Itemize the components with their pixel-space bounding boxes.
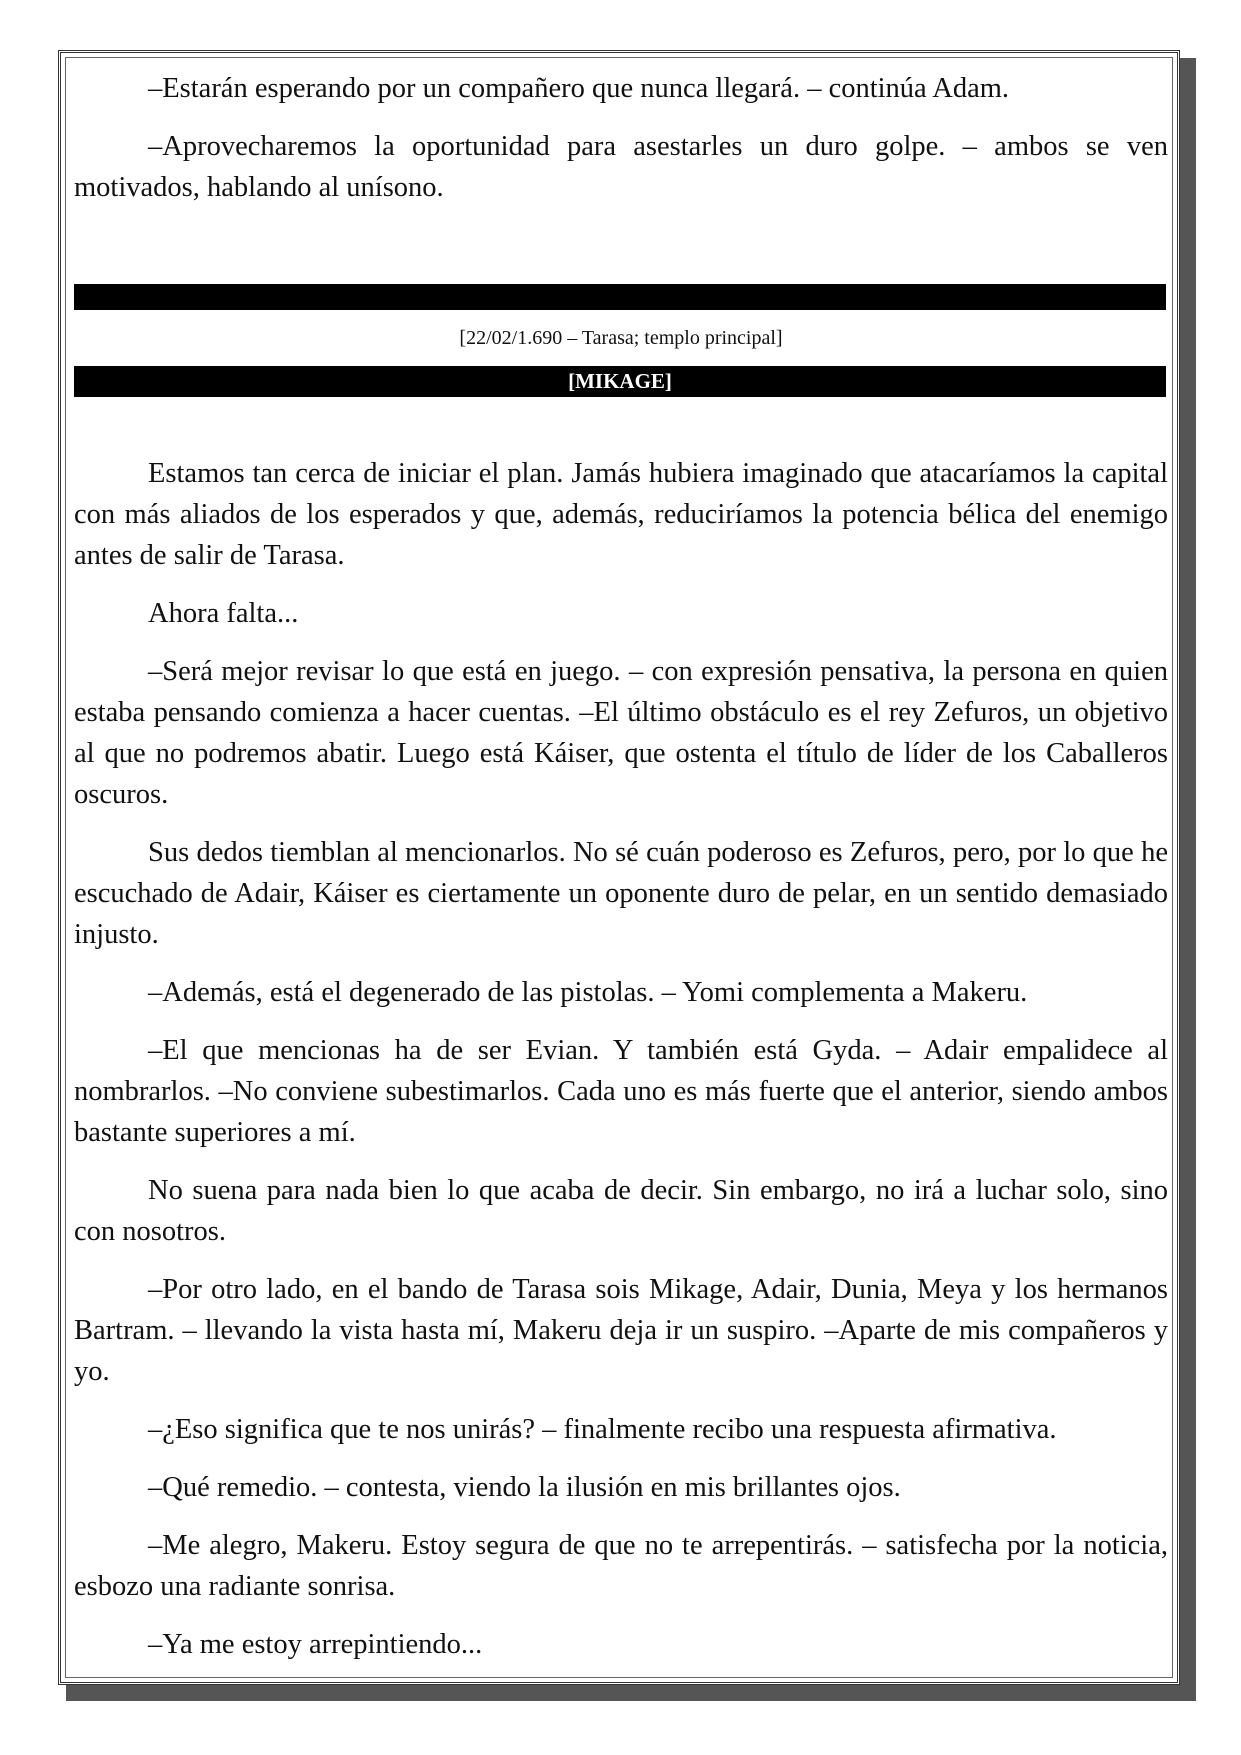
paragraph-5: –Además, está el degenerado de las pistolas. – Yomi complementa a Makeru. (148, 977, 1028, 1008)
paragraph-gap (74, 1013, 1168, 1030)
paragraph-gap (74, 1450, 1168, 1467)
paragraph-10: –Qué remedio. – contesta, viendo la ilusión en mis brillantes ojos. (148, 1472, 901, 1503)
paragraph-12: –Ya me estoy arrepintiendo... (148, 1629, 483, 1660)
paragraph-11: –Me alegro, Makeru. Estoy segura de que no te arrepentirás. – satisfecha por la noticia, esbozo una radiante sonrisa. (74, 1530, 1168, 1602)
paragraph-gap (74, 576, 1168, 593)
section-spacer (74, 397, 1168, 453)
page-content (74, 68, 1168, 1665)
paragraph-gap (74, 1153, 1168, 1170)
opening-paragraph-1: –Estarán esperando por un compañero que nunca llegará. – continúa Adam. (148, 73, 1010, 104)
paragraph-6: –El que mencionas ha de ser Evian. Y también está Gyda. – Adair empalidece al nombrarlos. –No conviene subestimarlos. Cada uno es más fuerte que el anterior, siendo ambos bastante superiores a mí. (74, 1035, 1168, 1148)
paragraph-7: No suena para nada bien lo que acaba de decir. Sin embargo, no irá a luchar solo, sino con nosotros. (74, 1175, 1168, 1247)
pov-character-bar: [MIKAGE] (74, 366, 1166, 397)
section-spacer (74, 208, 1168, 284)
paragraph-gap (74, 1607, 1168, 1624)
paragraph-gap (74, 634, 1168, 651)
paragraph-gap (74, 815, 1168, 832)
paragraph-gap (74, 955, 1168, 972)
paragraph-2: Ahora falta... (148, 598, 299, 629)
scene-date-location: [22/02/1.690 – Tarasa; templo principal] (459, 327, 783, 349)
paragraph-9: –¿Eso significa que te nos unirás? – finalmente recibo una respuesta afirmativa. (148, 1414, 1057, 1445)
paragraph-gap (74, 1392, 1168, 1409)
opening-paragraph-2: –Aprovecharemos la oportunidad para asestarles un duro golpe. – ambos se ven motivados, hablando al unísono. (74, 131, 1168, 203)
paragraph-1: Estamos tan cerca de iniciar el plan. Jamás hubiera imaginado que atacaríamos la capital con más aliados de los esperados y que, además, reduciríamos la potencia bélica del enemigo antes de salir de Tarasa. (74, 458, 1168, 571)
paragraph-gap (74, 109, 1168, 126)
paragraph-8: –Por otro lado, en el bando de Tarasa sois Mikage, Adair, Dunia, Meya y los hermanos Bartram. – llevando la vista hasta mí, Makeru deja ir un suspiro. –Aparte de mis compañeros y yo. (74, 1274, 1168, 1387)
paragraph-4: Sus dedos tiemblan al mencionarlos. No sé cuán poderoso es Zefuros, pero, por lo que he escuchado de Adair, Káiser es ciertamente un oponente duro de pelar, en un sentido demasiado injusto. (74, 837, 1168, 950)
paragraph-gap (74, 1508, 1168, 1525)
scene-divider-bar (74, 284, 1166, 310)
paragraph-gap (74, 1252, 1168, 1269)
paragraph-3: –Será mejor revisar lo que está en juego. – con expresión pensativa, la persona en quien estaba pensando comienza a hacer cuentas. –El último obstáculo es el rey Zefuros, un objetivo al que no podremos abatir. Luego está Káiser, que ostenta el título de líder de los Caballeros oscuros. (74, 656, 1168, 810)
